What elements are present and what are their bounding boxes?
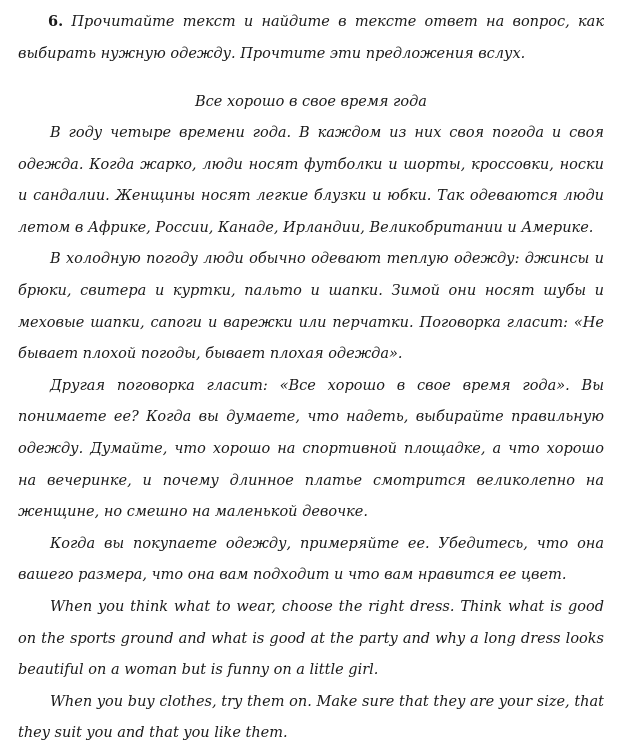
- paragraph-3: Другая поговорка гласит: «Все хорошо в свое время года». Вы понимаете ее? Когда вы думаете, что надеть, выбирайте правильную одежду. Думайте, что хорошо на спортивной площадке, а что хорошо на вечеринке, и почему длинное платье смотрится великолепно на женщине, но смешно на маленькой девочке.: [18, 377, 604, 521]
- paragraph-6-english: When you buy clothes, try them on. Make sure that they are your size, that they suit you and that you like them.: [18, 693, 604, 742]
- text-title: Все хорошо в свое время года: [195, 94, 427, 110]
- textbook-page: [18, 6, 604, 750]
- paragraph-4: Когда вы покупаете одежду, примеряйте ее. Убедитесь, что она вашего размера, что она вам подходит и что вам нравится ее цвет.: [18, 535, 604, 584]
- paragraph-2: В холодную погоду люди обычно одевают теплую одежду: джинсы и брюки, свитера и куртки, пальто и шапки. Зимой они носят шубы и меховые шапки, сапоги и варежки или перчатки. Поговорка гласит: «Не бывает плохой погоды, бывает плохая одежда».: [18, 251, 604, 363]
- task-instruction: [18, 6, 604, 70]
- paragraph-5-english: When you think what to wear, choose the right dress. Think what is good on the sports ground and what is good at the party and why a long dress looks beautiful on a woman but is funny on a little girl.: [18, 598, 604, 679]
- task-text: Прочитайте текст и найдите в тексте ответ на вопрос, как выбирать нужную одежду. Прочтите эти предложения вслух.: [18, 14, 604, 62]
- task-number: 6.: [48, 13, 64, 30]
- paragraph-1: В году четыре времени года. В каждом из них своя погода и своя одежда. Когда жарко, люди носят футболки и шорты, кроссовки, носки и сандалии. Женщины носят легкие блузки и юбки. Так одеваются люди летом в Африке, России, Канаде, Ирландии, Великобритании и Америке.: [18, 125, 604, 236]
